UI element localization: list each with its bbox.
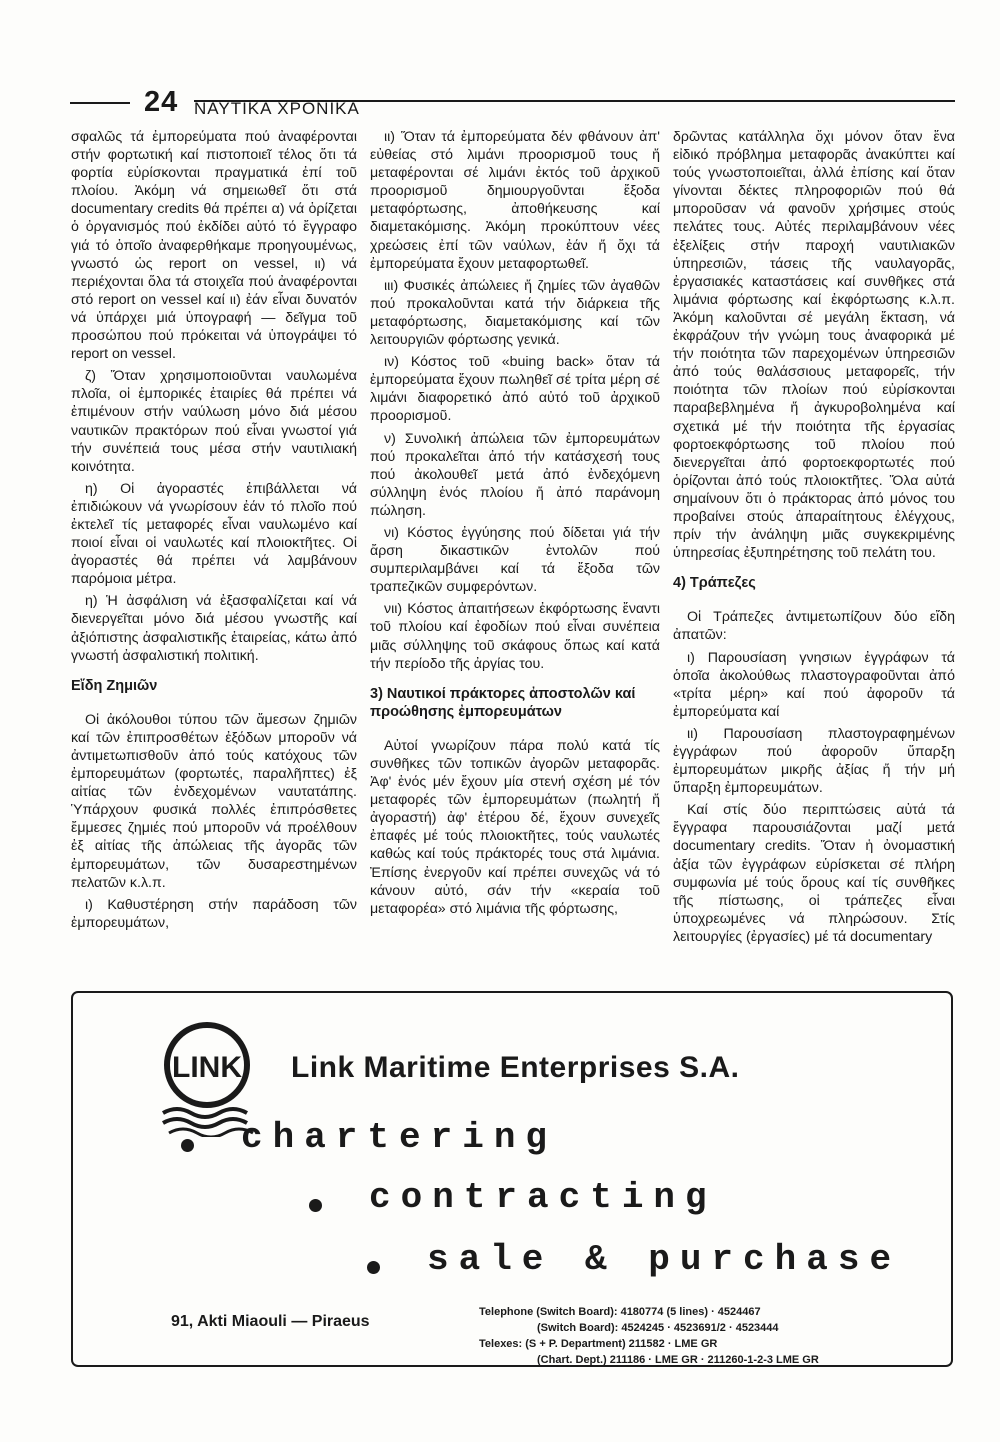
column-2 [370,128,660,922]
bullet-icon [367,1261,380,1274]
paragraph: νι) Κόστος ἐγγύησης πού δίδεται γιά τήν ἄρση δικαστικῶν ἐντολῶν πού συμπεριλαμβάνει καί τά ἔξοδα τῶν τραπεζικῶν συμφερόντων. [370,524,660,596]
company-name: Link Maritime Enterprises S.A. [291,1051,740,1084]
contact-line: Telephone (Switch Board): 4180774 (5 lines) · 4524467 [479,1306,761,1318]
paragraph: Αὐτοί γνωρίζουν πάρα πολύ κατά τίς συνθῆκες τῶν τοπικῶν ἀγορῶν μεταφορᾶς. Ἀφ' ἑνός μέν ἔχουν μία στενή σχέση μέ τόν μεταφορές τῶν ἐμπορευμάτων (πωλητή ἤ ἀγοραστή) ἀφ' ἑτέρου δέ, ἔχουν συνεχεῖς ἐπαφές μέ τούς πλοιοκτῆτες, τούς ναυλωτές καθώς καί τούς πράκτορές τους στά λιμάνια. Ἐπίσης ἐνεργοῦν καί πρέπει συνεχῶς νά τό κάνουν αὐτό, σάν τήν «κεραία τοῦ μεταφορέα» στό λιμάνια τῆς φόρτωσης, [370,737,660,917]
paragraph: ζ) Ὅταν χρησιμοποιοῦνται ναυλωμένα πλοῖα, οἱ ἐμπορικές ἑταιρίες θά πρέπει νά ἐπιμένουν στήν ναύλωση μόνο διά μέσου ναυτικῶν πρακτόρων πού εἶναι γνωστοί γιά τήν συνέπειά τους μέσα στήν ναυτιλιακή κοινότητα. [71,368,357,475]
paragraph: Καί στίς δύο περιπτώσεις αὐτά τά ἔγγραφα παρουσιάζονται μαζί μετά documentary credits. Ὅταν ἡ ὀνομαστική ἀξία τῶν ἐγγράφων εὑρίσκεται σέ πλήρη συμφωνία μέ τούς ὅρους καί τίς συνθῆκες τῆς πίστωσης, οἱ τράπεζες εἶναι ὑποχρεωμένες νά πληρώσουν. Στίς λειτουργίες (ἐργασίες) μέ τά documentary [673,802,955,945]
section-heading: 4) Τράπεζες [673,575,756,592]
paragraph: ιι) Παρουσίαση πλαστογραφημένων ἐγγράφων πού ἀφοροῦν ὕπαρξη ἐμπορευμάτων μικρῆς ἀξίας ἤ τήν μή ὕπαρξη ἐμπορευμάτων. [673,725,955,797]
paragraph: ιν) Κόστος τοῦ «buing back» ὅταν τά ἐμπορεύματα ἔχουν πωληθεῖ σέ τρίτα μέρη σέ λιμάνι διαφορετικό ἀπό αὐτό τοῦ ἀρχικοῦ προορισμοῦ. [370,354,660,425]
page-number: 24 [144,86,179,118]
bullet-icon [309,1199,322,1212]
paragraph: νιι) Κόστος ἀπαιτήσεων ἐκφόρτωσης ἔναντι τοῦ πλοίου καί ἐφοδίων πού εἶναι συνέπεια μιᾶς σύλληψης τοῦ σκάφους ὅπως καί κατά τήν περίοδο τῆς ἀργίας του. [370,601,660,672]
paragraph: η) Ἡ ἀσφάλιση νά ἐξασφαλίζεται καί νά διενεργεῖται μόνο διά μέσου γνωστῆς καί ἀξιόπιστης ἀσφαλιστικῆς ἑταιρείας, κάτω ἀπό γνωστή ἀσφαλιστική πολιτική. [71,593,357,664]
advertisement [71,991,953,1367]
service-chartering: chartering [241,1117,558,1158]
paragraph: ιι) Ὅταν τά ἐμπορεύματα δέν φθάνουν ἀπ' εὐθείας στό λιμάνι προορισμοῦ τους ἤ μεταφέρονται σέ λιμάνι ἐκτός τοῦ ἀρχικοῦ προορισμοῦ δημιουργοῦνται ἔξοδα μεταφόρτωσης, ἀποθήκευσης καί διαμετακόμισης. Ἀκόμη προκύπτουν νέες χρεώσεις ἐπί τῶν ναύλων, ἐάν ἤ ὄχι τά ἐμπορεύματα ἔχουν μεταφορτωθεῖ. [370,129,660,272]
paragraph: ι) Καθυστέρηση στήν παράδοση τῶν ἐμπορευμάτων, [71,896,357,931]
paragraph: η) Οἱ ἀγοραστές ἐπιβάλλεται νά ἐπιδιώκουν νά γνωρίσουν ἐάν τό πλοῖο πού ἐκτελεῖ τίς μεταφορές εἶναι ναυλωμένο καί ποιοί εἶναι οἱ ναυλωτές καί πλοιοκτῆτες. Οἱ ἀγοραστές θά πρέπει νά λαμβάνουν παρόμοια μέτρα. [71,480,357,588]
section-heading: Εἴδη Ζημιῶν [71,677,158,694]
contact-details [479,1304,819,1368]
company-address: 91, Akti Miaouli — Piraeus [171,1313,370,1330]
service-sale-purchase: sale & purchase [427,1239,902,1280]
logo-text: LINK [172,1051,242,1084]
section-heading: 3) Ναυτικοί πράκτορες ἀποστολῶν καί προώθησης ἐμπορευμάτων [370,685,636,720]
page-header [70,86,955,126]
contact-line: (Switch Board): 4524245 · 4523691/2 · 4523444 [537,1322,779,1334]
column-1 [71,128,357,936]
column-3 [673,128,955,950]
bullet-icon [181,1139,194,1152]
paragraph: δρῶντας κατάλληλα ὄχι μόνον ὅταν ἕνα εἰδικό πρόβλημα μεταφορᾶς ἀνακύπτει καί τούς γνωστοποιεῖται, ἀλλά ἐπίσης καί ὅταν γίνονται δέκτες πληροφοριῶν πού θά μποροῦσαν νά φανοῦν χρήσιμες στούς πελάτες τους. Αὐτές περιλαμβάνουν νέες ἐξελίξεις στήν παροχή ναυτιλιακῶν ὑπηρεσιῶν, τάσεις τῆς ναυλαγορᾶς, ἐργασιακές καταστάσεις καί συνθῆκες στά λιμάνια φόρτωσης καί ἐκφόρτωσης κ.λ.π. Ἀκόμη καλοῦνται σέ μεγάλη ἔκταση, νά ἐκφράζουν τήν γνώμη τους ἀναφορικά μέ τήν ποιότητα τῶν παρεχομένων ὑπηρεσιῶν ἀπό τούς θαλάσσιους μεταφορεῖς, τήν ποιότητα τῶν πλοίων πού εὑρίσκονται παραβεβλημένα ἤ ἀγκυροβολημένα καί σχετικά μέ τήν ποιότητα τῆς ἐργασίας φορτοεκφόρτωσης τοῦ πλοίου πού διενεργεῖται ἀπό φορτοεκφορτωτές πού ὁρίζονται ἀπό τούς πλοιοκτῆτες. Ὅλα αὐτά σημαίνουν ὅτι ὁ πράκτορας ἀπό μόνος του προβαίνει στούς ἀπαραίτητους ἐλέγχους, πρίν τήν ἀνάληψη μιᾶς συγκεκριμένης ὑπηρεσίας ἐξυπηρέτησης τοῦ πελάτη του. [673,129,955,562]
magazine-title: ΝΑΥΤΙΚΑ ΧΡΟΝΙΚΑ [194,99,360,118]
service-contracting: contracting [369,1177,717,1218]
contact-line: Telexes: (S + P. Department) 211582 · LME GR [479,1338,718,1350]
paragraph: ν) Συνολική ἀπώλεια τῶν ἐμπορευμάτων πού προκαλεῖται ἀπό τήν κατάσχεσή τους πού ἀκολουθεῖ μετά ἀπό ἐνδεχόμενη σύλληψη ἑνός πλοίου ἤ ἀπό παράνομη πώληση. [370,430,660,519]
paragraph: Οἱ Τράπεζες ἀντιμετωπίζουν δύο εἴδη ἀπατῶν: [673,609,955,644]
contact-line: (Chart. Dept.) 211186 · LME GR · 211260-1-2-3 LME GR [537,1354,819,1366]
paragraph: ιιι) Φυσικές ἀπώλειες ἤ ζημίες τῶν ἀγαθῶν πού προκαλοῦνται κατά τήν διάρκεια τῆς μεταφόρτωσης, διαμετακόμισης καί τῶν λειτουργιῶν φόρτωσης γενικά. [370,277,660,349]
paragraph: Οἱ ἀκόλουθοι τύπου τῶν ἄμεσων ζημιῶν καί τῶν ἐπιπροσθέτων ἐξόδων μποροῦν νά ἀντιμετωπισθοῦν ἀπό τούς κατόχους τῶν ἐμπορευμάτων (φορτωτές, παραλῆπτες) ἐξ αἰτίας τῶν ἐνδεχομένων ναυτατάπης. Ὑπάρχουν φυσικά πολλές ἐπιπρόσθετες ἔμμεσες ζημιές πού μποροῦν νά προέλθουν ἐξ αἰτίας τῆς ἀπώλειας τῆς ἀγορᾶς τῶν ἐμπορευμάτων, τῶν δυσαρεστημένων πελατῶν κ.λ.π. [71,711,357,891]
paragraph: ι) Παρουσίαση γνησιων ἐγγράφων τά ὁποῖα ἀκολούθως πλαστογραφοῦνται ἀπό «τρίτα μέρη» καί πού ἀφοροῦν τά ἐμπορεύματα καί [673,649,955,720]
header-rule-left [70,102,130,104]
paragraph: σφαλῶς τά ἐμπορεύματα πού ἀναφέρονται στήν φορτωτική καί πιστοποιεῖ τέλος ὅτι τά φορτία εὑρίσκονται πραγματικά ἐπί τοῦ πλοίου. Ἀκόμη νά σημειωθεῖ ὅτι στά documentary credits θά πρέπει α) νά ὁρίζεται ὁ ὀργανισμός πού ἐκδίδει αὐτό τό ἔγγραφο γιά τό ὁποῖο ἀναφερθήκαμε προηγουμένως, γνωστό ὡς report on vessel, ιι) νά περιέχονται ὅλα τά στοιχεῖα πού ἀναφέρονται στό report on vessel καί ιι) ἐάν εἶναι δυνατόν νά ὑπάρχει μιά ὑπογραφή — δεῖγμα τοῦ προσώπου πού πρόκειται νά ὑπογράψει τό report on vessel. [71,129,357,363]
